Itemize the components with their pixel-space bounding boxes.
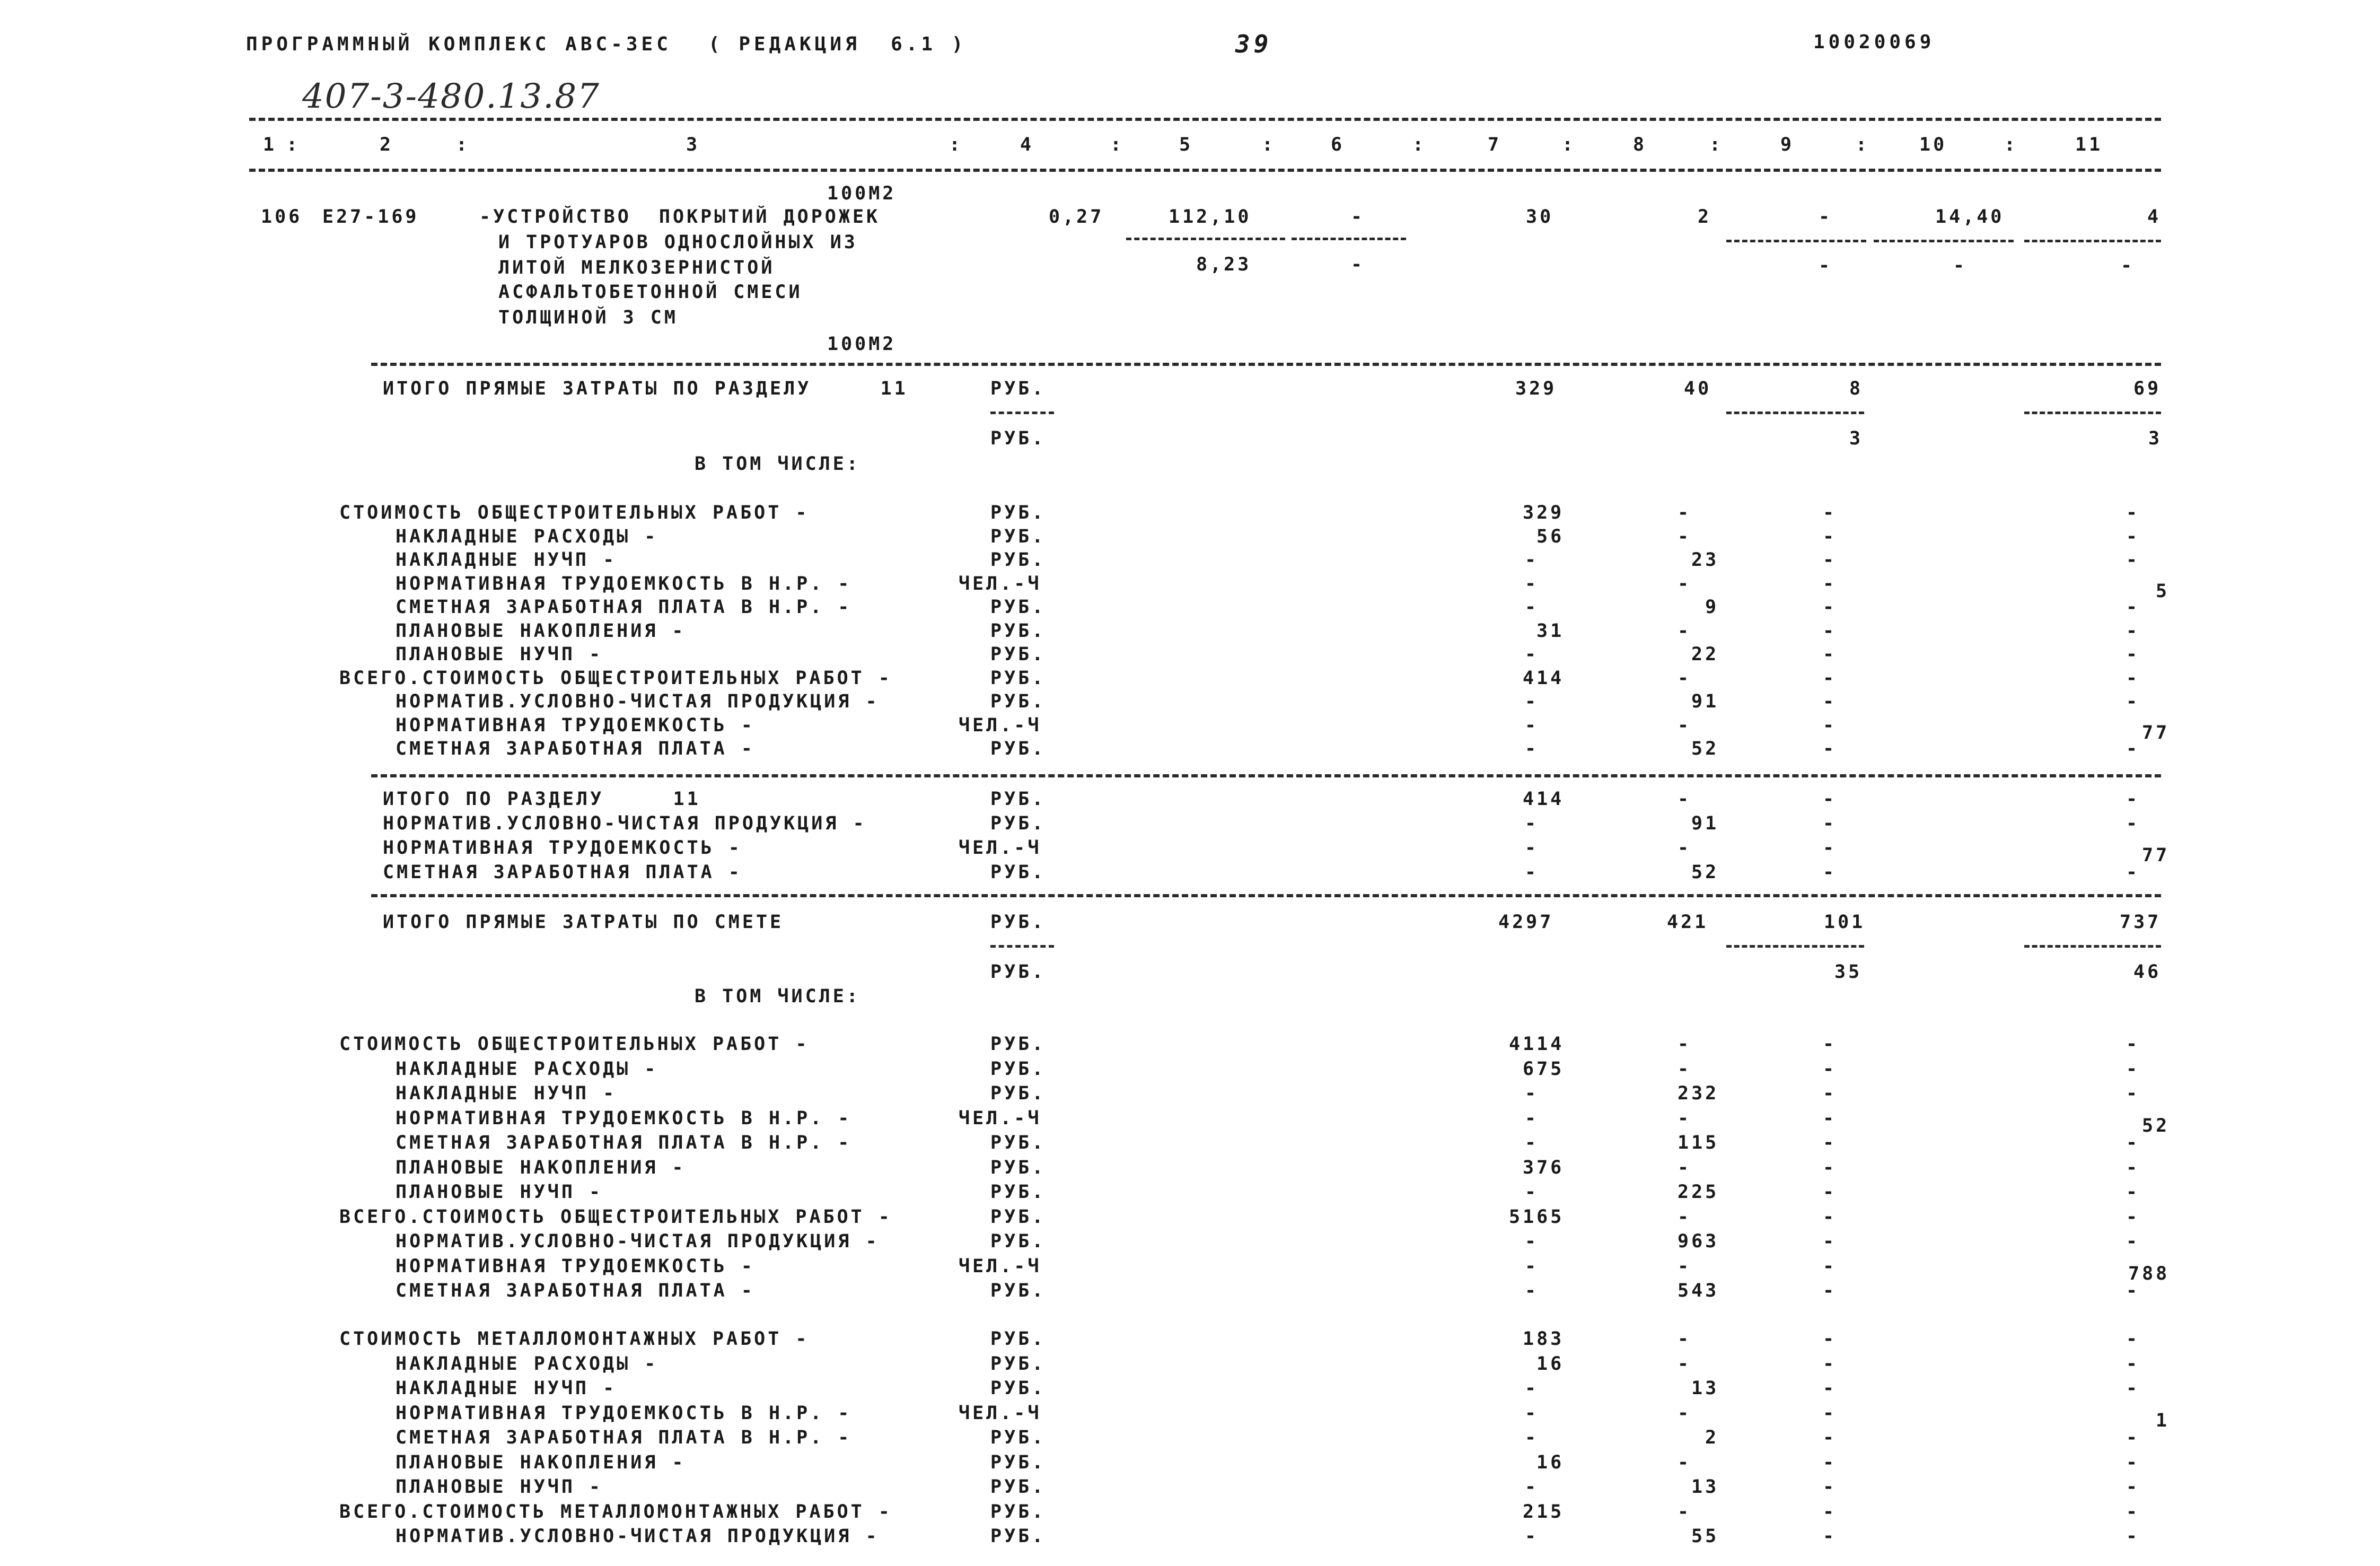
row-unit: РУБ. — [990, 1058, 1046, 1080]
column-number: 9 — [1780, 134, 1795, 155]
section-total-col9: 8 — [1849, 378, 1864, 399]
row-label: СТОИМОСТЬ ОБЩЕСТРОИТЕЛЬНЫХ РАБОТ - — [339, 1034, 810, 1055]
row-value-col11: - — [2126, 1058, 2140, 1080]
row-label: ПЛАНОВЫЕ НАКОПЛЕНИЯ - — [396, 620, 686, 642]
row-value-col7: - — [1525, 573, 1539, 594]
item-col11-rule — [2024, 240, 2161, 242]
row-value-col9: - — [1823, 738, 1837, 759]
row-value-col8: 225 — [1678, 1182, 1719, 1203]
item-col9-2: - — [1819, 255, 1833, 276]
section-total-col11-2: 3 — [2148, 428, 2163, 449]
row-label: ВСЕГО.СТОИМОСТЬ ОБЩЕСТРОИТЕЛЬНЫХ РАБОТ - — [339, 667, 892, 689]
row-value-col9: - — [1823, 1501, 1837, 1523]
column-number: 10 — [1919, 134, 1947, 155]
row-unit: ЧЕЛ.-Ч — [959, 837, 1042, 859]
row-label: СМЕТНАЯ ЗАРАБОТНАЯ ПЛАТА - — [396, 738, 755, 759]
row-label: НОРМАТИВНАЯ ТРУДОЕМКОСТЬ - — [396, 1255, 755, 1277]
row-value-col8: - — [1678, 573, 1692, 594]
row-value-col11: - — [2126, 1427, 2140, 1448]
row-value-col11: - — [2126, 1132, 2140, 1153]
row-label: НОРМАТИВ.УСЛОВНО-ЧИСТАЯ ПРОДУКЦИЯ - — [396, 1231, 880, 1252]
row-unit: РУБ. — [990, 1083, 1046, 1104]
row-unit: РУБ. — [990, 526, 1046, 547]
row-value-col9: - — [1823, 1378, 1837, 1399]
row-label: НАКЛАДНЫЕ НУЧП - — [396, 1083, 617, 1104]
row-value-col11: - — [2126, 1501, 2140, 1523]
row-value-col11: 77 — [2142, 845, 2170, 866]
row-unit: РУБ. — [990, 738, 1046, 759]
row-value-col11: - — [2126, 1157, 2140, 1178]
estimate-total-unit-rule — [990, 945, 1054, 948]
row-value-col7: 376 — [1523, 1157, 1565, 1178]
row-value-col9: - — [1823, 837, 1837, 859]
row-value-col8: - — [1678, 1402, 1692, 1424]
column-separator: : — [286, 134, 301, 155]
row-value-col9: - — [1823, 1280, 1837, 1301]
row-value-col8: 543 — [1678, 1280, 1719, 1301]
row-value-col11: - — [2126, 813, 2140, 834]
row-value-col9: - — [1823, 1451, 1837, 1473]
item-col10-rule — [1874, 240, 2014, 242]
row-value-col7: 215 — [1523, 1501, 1565, 1523]
column-separator: : — [456, 134, 470, 155]
row-value-col9: - — [1823, 1182, 1837, 1203]
section-total-unit-rule — [990, 412, 1054, 414]
section-total-col9-rule — [1726, 412, 1864, 414]
row-value-col11: - — [2126, 1034, 2140, 1055]
table-top-rule — [249, 118, 2161, 121]
section-total-col8: 40 — [1684, 378, 1712, 399]
item-col11: 4 — [2147, 206, 2162, 228]
row-unit: РУБ. — [990, 1231, 1046, 1252]
row-unit: РУБ. — [990, 1451, 1046, 1473]
row-unit: ЧЕЛ.-Ч — [959, 1107, 1042, 1129]
row-value-col11: - — [2126, 1526, 2140, 1547]
row-label: СМЕТНАЯ ЗАРАБОТНАЯ ПЛАТА В Н.Р. - — [396, 1427, 852, 1448]
column-separator: : — [1262, 134, 1276, 155]
row-value-col9: - — [1823, 714, 1837, 736]
row-value-col7: - — [1525, 862, 1539, 883]
row-value-col7: - — [1525, 1280, 1539, 1301]
section-including: В ТОМ ЧИСЛЕ: — [695, 453, 860, 475]
column-separator: : — [1856, 134, 1870, 155]
row-value-col11: - — [2126, 1083, 2140, 1104]
row-value-col9: - — [1823, 789, 1837, 810]
row-unit: ЧЕЛ.-Ч — [959, 1402, 1042, 1424]
row-value-col8: 9 — [1705, 597, 1719, 618]
section-total-col11-rule — [2024, 412, 2161, 414]
row-value-col9: - — [1823, 1353, 1837, 1375]
row-value-col7: - — [1525, 1402, 1539, 1424]
item-unit-price-2: 8,23 — [1196, 254, 1252, 275]
row-value-col11: - — [2126, 1451, 2140, 1473]
estimate-total-unit: РУБ. — [990, 912, 1046, 933]
item-col10: 14,40 — [1935, 206, 2005, 228]
item-unit-top: 100М2 — [827, 183, 897, 204]
row-value-col8: - — [1678, 1034, 1692, 1055]
row-value-col11: 52 — [2142, 1115, 2170, 1136]
row-value-col7: 414 — [1523, 667, 1565, 689]
row-value-col8: - — [1678, 502, 1692, 523]
section-total-col7: 329 — [1515, 378, 1557, 399]
section-rule-2 — [371, 774, 2161, 777]
row-unit: РУБ. — [990, 1182, 1046, 1203]
row-value-col7: - — [1525, 813, 1539, 834]
column-number: 1 — [263, 134, 277, 155]
item-col9: - — [1819, 206, 1833, 228]
estimate-total-col11-rule — [2024, 945, 2161, 948]
row-label: НОРМАТИВ.УСЛОВНО-ЧИСТАЯ ПРОДУКЦИЯ - — [383, 813, 867, 834]
row-value-col9: - — [1823, 597, 1837, 618]
row-value-col8: - — [1678, 1451, 1692, 1473]
row-value-col8: - — [1678, 1353, 1692, 1375]
row-unit: РУБ. — [990, 862, 1046, 883]
section-total-col11: 69 — [2133, 378, 2162, 399]
row-value-col8: 2 — [1705, 1427, 1719, 1448]
row-value-col8: - — [1678, 837, 1692, 859]
row-unit: РУБ. — [990, 691, 1046, 712]
estimate-including: В ТОМ ЧИСЛЕ: — [695, 986, 860, 1007]
row-value-col11: - — [2126, 862, 2140, 883]
row-value-col7: - — [1525, 1255, 1539, 1277]
row-value-col9: - — [1823, 549, 1837, 571]
row-value-col9: - — [1823, 1427, 1837, 1448]
item-col10-2: - — [1953, 255, 1968, 276]
section-total-label: ИТОГО ПРЯМЫЕ ЗАТРАТЫ ПО РАЗДЕЛУ 11 — [383, 378, 908, 399]
item-col11-2: - — [2121, 255, 2135, 276]
row-value-col9: - — [1823, 1526, 1837, 1547]
row-value-col8: - — [1678, 620, 1692, 642]
row-value-col8: 91 — [1691, 813, 1719, 834]
row-value-col9: - — [1823, 1157, 1837, 1178]
row-unit: РУБ. — [990, 1280, 1046, 1301]
row-label: НАКЛАДНЫЕ НУЧП - — [396, 549, 617, 571]
row-value-col8: - — [1678, 1107, 1692, 1129]
row-value-col8: - — [1678, 1255, 1692, 1277]
section-total-unit: РУБ. — [990, 378, 1046, 399]
row-value-col8: 13 — [1691, 1476, 1719, 1498]
item-desc-3: ЛИТОЙ МЕЛКОЗЕРНИСТОЙ — [498, 257, 775, 278]
row-value-col11: 788 — [2128, 1263, 2170, 1284]
row-value-col9: - — [1823, 862, 1837, 883]
row-value-col7: - — [1525, 1083, 1539, 1104]
row-value-col11: - — [2126, 1353, 2140, 1375]
row-value-col7: 56 — [1536, 526, 1565, 547]
row-value-col11: - — [2126, 1378, 2140, 1399]
row-value-col11: - — [2126, 644, 2140, 665]
row-label: ПЛАНОВЫЕ НУЧП - — [396, 1476, 603, 1498]
program-edition: ( РЕДАКЦИЯ 6.1 ) — [708, 33, 967, 55]
row-value-col9: - — [1823, 502, 1837, 523]
estimate-total-unit-2: РУБ. — [990, 961, 1046, 983]
row-value-col8: 55 — [1691, 1526, 1719, 1547]
estimate-total-col9: 101 — [1824, 912, 1866, 933]
row-unit: ЧЕЛ.-Ч — [959, 1255, 1042, 1277]
row-value-col9: - — [1823, 1231, 1837, 1252]
item-col9-rule — [1726, 240, 1866, 242]
row-value-col11: - — [2126, 1182, 2140, 1203]
row-value-col7: - — [1525, 738, 1539, 759]
row-value-col9: - — [1823, 1255, 1837, 1277]
row-value-col9: - — [1823, 667, 1837, 689]
column-number: 3 — [686, 134, 700, 155]
row-value-col7: - — [1525, 597, 1539, 618]
row-value-col7: - — [1525, 1476, 1539, 1498]
row-label: НОРМАТИВНАЯ ТРУДОЕМКОСТЬ В Н.Р. - — [396, 1107, 852, 1129]
row-value-col8: - — [1678, 526, 1692, 547]
column-separator: : — [1110, 134, 1125, 155]
row-value-col7: 5165 — [1509, 1206, 1565, 1228]
row-value-col9: - — [1823, 1083, 1837, 1104]
row-value-col11: - — [2126, 738, 2140, 759]
row-value-col7: 329 — [1523, 502, 1565, 523]
item-quantity: 0,27 — [1049, 206, 1104, 228]
row-value-col8: 22 — [1691, 644, 1719, 665]
row-unit: РУБ. — [990, 597, 1046, 618]
row-value-col9: - — [1823, 1058, 1837, 1080]
column-number: 7 — [1488, 134, 1502, 155]
row-value-col7: 16 — [1536, 1451, 1565, 1473]
estimate-total-col7: 4297 — [1498, 912, 1554, 933]
row-unit: РУБ. — [990, 1132, 1046, 1153]
row-value-col9: - — [1823, 813, 1837, 834]
section-rule-3 — [371, 894, 2161, 897]
estimate-total-label: ИТОГО ПРЯМЫЕ ЗАТРАТЫ ПО СМЕТЕ — [383, 912, 784, 933]
row-value-col7: - — [1525, 837, 1539, 859]
row-value-col8: - — [1678, 1206, 1692, 1228]
section-total-unit-2: РУБ. — [990, 428, 1046, 449]
item-col8: 2 — [1698, 206, 1712, 228]
page-number: 39 — [1235, 30, 1272, 58]
row-unit: ЧЕЛ.-Ч — [959, 714, 1042, 736]
row-value-col11: 1 — [2156, 1410, 2170, 1431]
estimate-total-col11: 737 — [2120, 912, 2162, 933]
row-value-col7: - — [1525, 1378, 1539, 1399]
estimate-total-col9-2: 35 — [1834, 961, 1863, 983]
item-col5-rule — [1126, 238, 1285, 240]
row-unit: РУБ. — [990, 1427, 1046, 1448]
row-label: НОРМАТИВНАЯ ТРУДОЕМКОСТЬ - — [383, 837, 742, 859]
column-number: 4 — [1020, 134, 1034, 155]
row-label: ПЛАНОВЫЕ НАКОПЛЕНИЯ - — [396, 1157, 686, 1178]
estimate-total-col11-2: 46 — [2133, 961, 2162, 983]
row-label: ПЛАНОВЫЕ НАКОПЛЕНИЯ - — [396, 1451, 686, 1473]
row-value-col8: 52 — [1691, 862, 1719, 883]
row-value-col7: - — [1525, 644, 1539, 665]
row-label: НОРМАТИВНАЯ ТРУДОЕМКОСТЬ В Н.Р. - — [396, 573, 852, 594]
row-label: СМЕТНАЯ ЗАРАБОТНАЯ ПЛАТА - — [383, 862, 742, 883]
column-separator: : — [1709, 134, 1724, 155]
row-value-col9: - — [1823, 526, 1837, 547]
row-value-col11: - — [2126, 502, 2140, 523]
row-value-col8: - — [1678, 1058, 1692, 1080]
column-number: 6 — [1331, 134, 1345, 155]
row-value-col11: - — [2126, 789, 2140, 810]
row-label: СМЕТНАЯ ЗАРАБОТНАЯ ПЛАТА - — [396, 1280, 755, 1301]
row-label: НОРМАТИВНАЯ ТРУДОЕМКОСТЬ - — [396, 714, 755, 736]
row-value-col11: - — [2126, 1280, 2140, 1301]
column-separator: : — [1412, 134, 1427, 155]
row-value-col7: 675 — [1523, 1058, 1565, 1080]
column-number: 8 — [1633, 134, 1647, 155]
row-value-col8: 91 — [1691, 691, 1719, 712]
row-value-col8: 13 — [1691, 1378, 1719, 1399]
row-value-col11: - — [2126, 1231, 2140, 1252]
row-value-col7: - — [1525, 1526, 1539, 1547]
row-value-col8: - — [1678, 789, 1692, 810]
row-value-col11: 5 — [2156, 580, 2170, 602]
estimate-total-col8: 421 — [1667, 912, 1709, 933]
row-value-col7: - — [1525, 691, 1539, 712]
row-unit: РУБ. — [990, 1206, 1046, 1228]
row-value-col8: 963 — [1678, 1231, 1719, 1252]
row-unit: РУБ. — [990, 1526, 1046, 1547]
row-value-col7: - — [1525, 549, 1539, 571]
row-value-col7: 31 — [1536, 620, 1565, 642]
row-value-col11: - — [2126, 667, 2140, 689]
row-value-col11: - — [2126, 549, 2140, 571]
item-col7: 30 — [1526, 206, 1554, 228]
row-unit: РУБ. — [990, 1476, 1046, 1498]
row-value-col7: 16 — [1536, 1353, 1565, 1375]
section-rule-1 — [371, 363, 2161, 366]
column-number: 5 — [1179, 134, 1193, 155]
row-label: СМЕТНАЯ ЗАРАБОТНАЯ ПЛАТА В Н.Р. - — [396, 1132, 852, 1153]
row-value-col9: - — [1823, 691, 1837, 712]
row-value-col11: - — [2126, 1328, 2140, 1350]
row-unit: ЧЕЛ.-Ч — [959, 573, 1042, 594]
row-value-col7: - — [1525, 1107, 1539, 1129]
row-value-col7: - — [1525, 1132, 1539, 1153]
row-value-col9: - — [1823, 1402, 1837, 1424]
column-number: 11 — [2075, 134, 2103, 155]
row-label: НАКЛАДНЫЕ НУЧП - — [396, 1378, 617, 1399]
row-value-col8: - — [1678, 667, 1692, 689]
row-value-col11: - — [2126, 526, 2140, 547]
row-label: НАКЛАДНЫЕ РАСХОДЫ - — [396, 1353, 658, 1375]
column-header-rule — [249, 169, 2161, 172]
row-value-col7: - — [1525, 714, 1539, 736]
row-value-col9: - — [1823, 1132, 1837, 1153]
row-value-col9: - — [1823, 1476, 1837, 1498]
row-label: ПЛАНОВЫЕ НУЧП - — [396, 644, 603, 665]
row-value-col7: - — [1525, 1427, 1539, 1448]
row-value-col7: 183 — [1523, 1328, 1565, 1350]
item-col6-2: - — [1351, 254, 1365, 275]
row-label: ПЛАНОВЫЕ НУЧП - — [396, 1182, 603, 1203]
row-value-col9: - — [1823, 1328, 1837, 1350]
row-value-col11: - — [2126, 1476, 2140, 1498]
row-unit: РУБ. — [990, 1157, 1046, 1178]
item-unit-price: 112,10 — [1169, 206, 1252, 228]
row-unit: РУБ. — [990, 1378, 1046, 1399]
item-code: Е27-169 — [322, 206, 419, 228]
program-name: ПРОГРАММНЫЙ КОМПЛЕКС АВС-3ЕС — [246, 33, 672, 55]
row-label: НОРМАТИВ.УСЛОВНО-ЧИСТАЯ ПРОДУКЦИЯ - — [396, 1526, 880, 1547]
row-label: СМЕТНАЯ ЗАРАБОТНАЯ ПЛАТА В Н.Р. - — [396, 597, 852, 618]
row-unit: РУБ. — [990, 1034, 1046, 1055]
row-value-col9: - — [1823, 620, 1837, 642]
row-unit: РУБ. — [990, 813, 1046, 834]
item-desc-1: -УСТРОЙСТВО ПОКРЫТИЙ ДОРОЖЕК — [479, 206, 881, 228]
row-unit: РУБ. — [990, 549, 1046, 571]
column-separator: : — [2004, 134, 2018, 155]
row-label: СТОИМОСТЬ ОБЩЕСТРОИТЕЛЬНЫХ РАБОТ - — [339, 502, 810, 523]
item-col6-rule — [1292, 238, 1406, 240]
item-col6: - — [1351, 206, 1365, 228]
row-label: ВСЕГО.СТОИМОСТЬ МЕТАЛЛОМОНТАЖНЫХ РАБОТ - — [339, 1501, 892, 1523]
row-unit: РУБ. — [990, 1353, 1046, 1375]
item-desc-4: АСФАЛЬТОБЕТОННОЙ СМЕСИ — [498, 282, 803, 303]
row-value-col8: - — [1678, 714, 1692, 736]
row-unit: РУБ. — [990, 620, 1046, 642]
row-label: ИТОГО ПО РАЗДЕЛУ 11 — [383, 789, 701, 810]
row-value-col7: 4114 — [1509, 1034, 1565, 1055]
row-label: НОРМАТИВ.УСЛОВНО-ЧИСТАЯ ПРОДУКЦИЯ - — [396, 691, 880, 712]
row-label: СТОИМОСТЬ МЕТАЛЛОМОНТАЖНЫХ РАБОТ - — [339, 1328, 810, 1350]
row-value-col9: - — [1823, 644, 1837, 665]
row-value-col7: - — [1525, 1182, 1539, 1203]
row-unit: РУБ. — [990, 644, 1046, 665]
item-unit-bottom: 100М2 — [827, 334, 897, 355]
row-unit: РУБ. — [990, 789, 1046, 810]
row-unit: РУБ. — [990, 1501, 1046, 1523]
row-value-col8: - — [1678, 1501, 1692, 1523]
row-unit: РУБ. — [990, 502, 1046, 523]
column-separator: : — [1562, 134, 1576, 155]
row-unit: РУБ. — [990, 1328, 1046, 1350]
row-value-col9: - — [1823, 1206, 1837, 1228]
row-value-col11: - — [2126, 597, 2140, 618]
row-value-col11: - — [2126, 1206, 2140, 1228]
row-value-col8: - — [1678, 1328, 1692, 1350]
column-separator: : — [949, 134, 963, 155]
row-value-col8: 115 — [1678, 1132, 1719, 1153]
row-value-col8: 232 — [1678, 1083, 1719, 1104]
row-unit: РУБ. — [990, 667, 1046, 689]
row-label: ВСЕГО.СТОИМОСТЬ ОБЩЕСТРОИТЕЛЬНЫХ РАБОТ - — [339, 1206, 892, 1228]
row-value-col9: - — [1823, 573, 1837, 594]
column-number: 2 — [380, 134, 394, 155]
row-value-col11: - — [2126, 620, 2140, 642]
item-desc-5: ТОЛЩИНОЙ 3 СМ — [498, 307, 678, 328]
row-value-col9: - — [1823, 1107, 1837, 1129]
item-desc-2: И ТРОТУАРОВ ОДНОСЛОЙНЫХ ИЗ — [498, 232, 858, 253]
section-total-col9-2: 3 — [1849, 428, 1864, 449]
row-value-col9: - — [1823, 1034, 1837, 1055]
row-label: НОРМАТИВНАЯ ТРУДОЕМКОСТЬ В Н.Р. - — [396, 1402, 852, 1424]
document-code: 10020069 — [1813, 31, 1935, 53]
item-number: 106 — [261, 206, 303, 228]
row-value-col8: - — [1678, 1157, 1692, 1178]
row-value-col8: 23 — [1691, 549, 1719, 571]
row-value-col8: 52 — [1691, 738, 1719, 759]
row-value-col7: 414 — [1523, 789, 1565, 810]
row-value-col7: - — [1525, 1231, 1539, 1252]
estimate-total-col9-rule — [1726, 945, 1864, 948]
row-value-col11: 77 — [2142, 722, 2170, 743]
row-label: НАКЛАДНЫЕ РАСХОДЫ - — [396, 1058, 658, 1080]
handwritten-reference: 407-3-480.13.87 — [302, 77, 600, 116]
row-label: НАКЛАДНЫЕ РАСХОДЫ - — [396, 526, 658, 547]
row-value-col11: - — [2126, 691, 2140, 712]
